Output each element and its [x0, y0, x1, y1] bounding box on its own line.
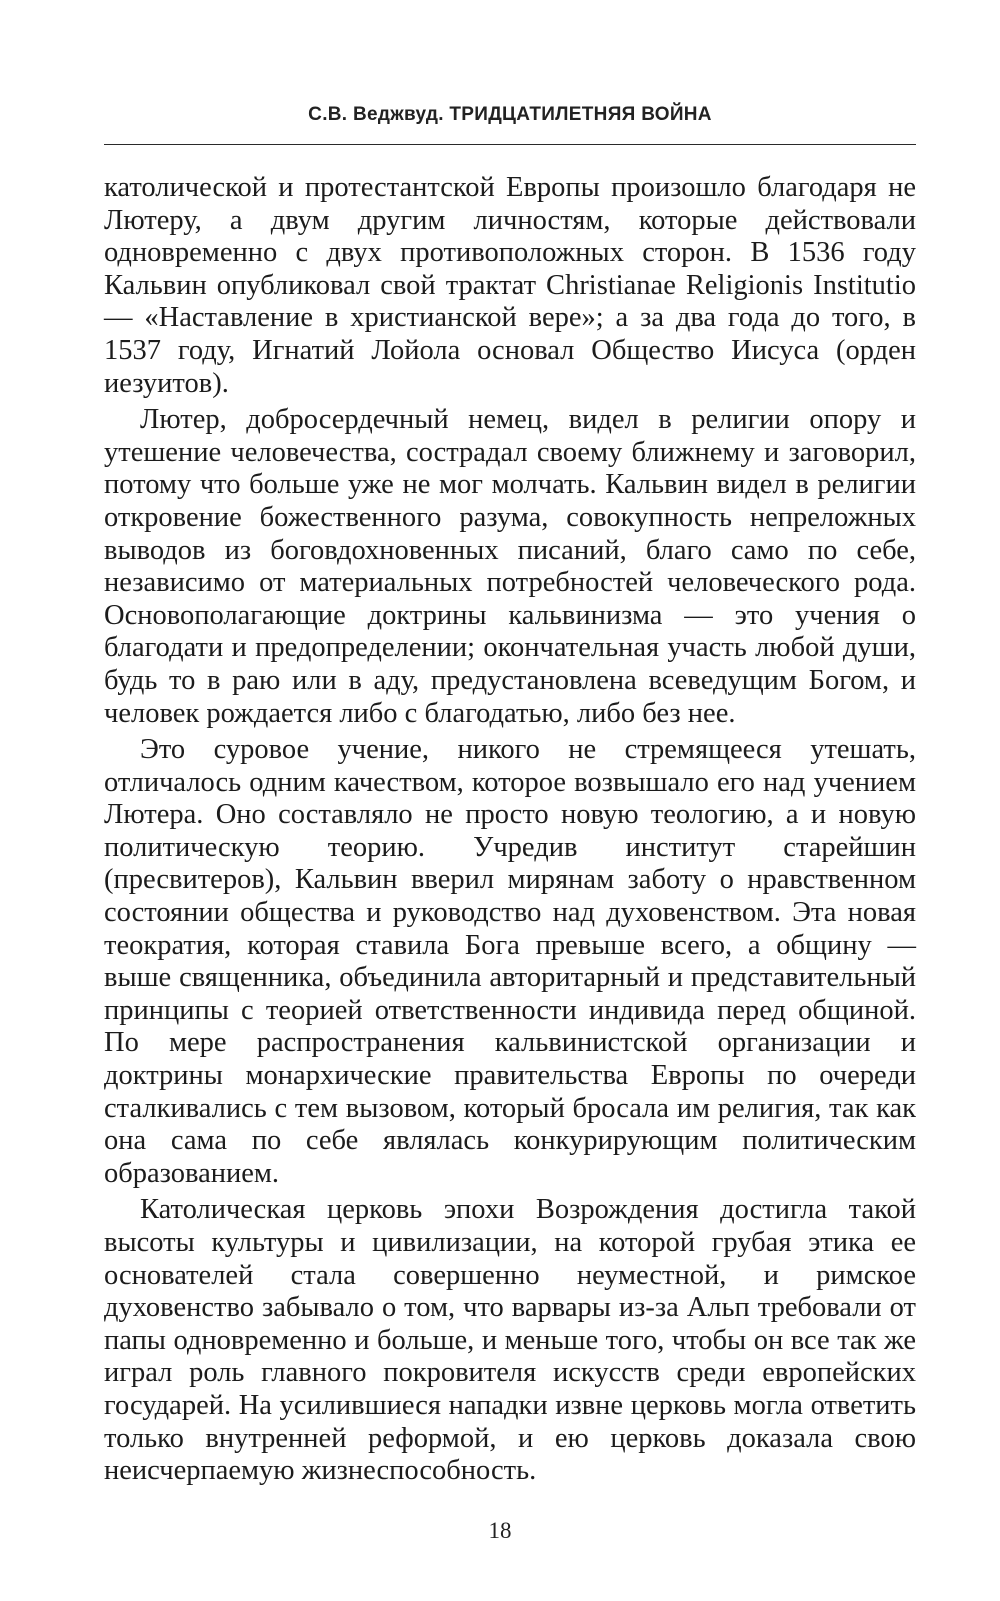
body-text: [104, 172, 916, 1492]
paragraph-luther-calvin: Лютер, добросердечный немец, видел в религии опору и утешение человечества, сострадал своему ближнему и заговорил, потому что больше уже не мог молчать. Кальвин видел в религии откровение божественного разума, совокупность непреложных выводов из боговдохновенных писаний, благо само по себе, независимо от материальных потребностей человеческого рода. Основополагающие доктрины кальвинизма — это учения о благодати и предопределении; окончательная участь любой души, будь то в раю или в аду, предустановлена всеведущим Богом, и человек рождается либо с благодатью, либо без нее.: [104, 404, 916, 729]
page-number: 18: [488, 1518, 512, 1543]
running-header-title: С.В. Веджвуд. ТРИДЦАТИЛЕТНЯЯ ВОЙНА: [308, 104, 712, 125]
paragraph-continuation: католической и протестантской Европы произошло благодаря не Лютеру, а двум другим личностям, которые действовали одновременно с двух противоположных сторон. В 1536 году Кальвин опубликовал свой трактат Christianae Religionis Institutio — «Наставление в христианской вере»; а за два года до того, в 1537 году, Игнатий Лойола основал Общество Иисуса (орден иезуитов).: [104, 172, 916, 399]
header-rule: [104, 144, 916, 145]
paragraph-calvinist-doctrine: Это суровое учение, никого не стремящееся утешать, отличалось одним качеством, которое возвышало его над учением Лютера. Оно составляло не просто новую теологию, а и новую политическую теорию. Учредив институт старейшин (пресвитеров), Кальвин вверил мирянам заботу о нравственном состоянии общества и руководство над духовенством. Эта новая теократия, которая ставила Бога превыше всего, а общину — выше священника, объединила авторитарный и представительный принципы с теорией ответственности индивида перед общиной. По мере распространения кальвинистской организации и доктрины монархические правительства Европы по очереди сталкивались с тем вызовом, который бросала им религия, так как она сама по себе являлась конкурирующим политическим образованием.: [104, 734, 916, 1189]
paragraph-catholic-church: Католическая церковь эпохи Возрождения достигла такой высоты культуры и цивилизации, на которой грубая этика ее основателей стала совершенно неуместной, и римское духовенство забывало о том, что варвары из-за Альп требовали от папы одновременно и больше, и меньше того, чтобы он все так же играл роль главного покровителя искусств среди европейских государей. На усилившиеся нападки извне церковь могла ответить только внутренней реформой, и ею церковь доказала свою неисчерпаемую жизнеспособность.: [104, 1194, 916, 1487]
